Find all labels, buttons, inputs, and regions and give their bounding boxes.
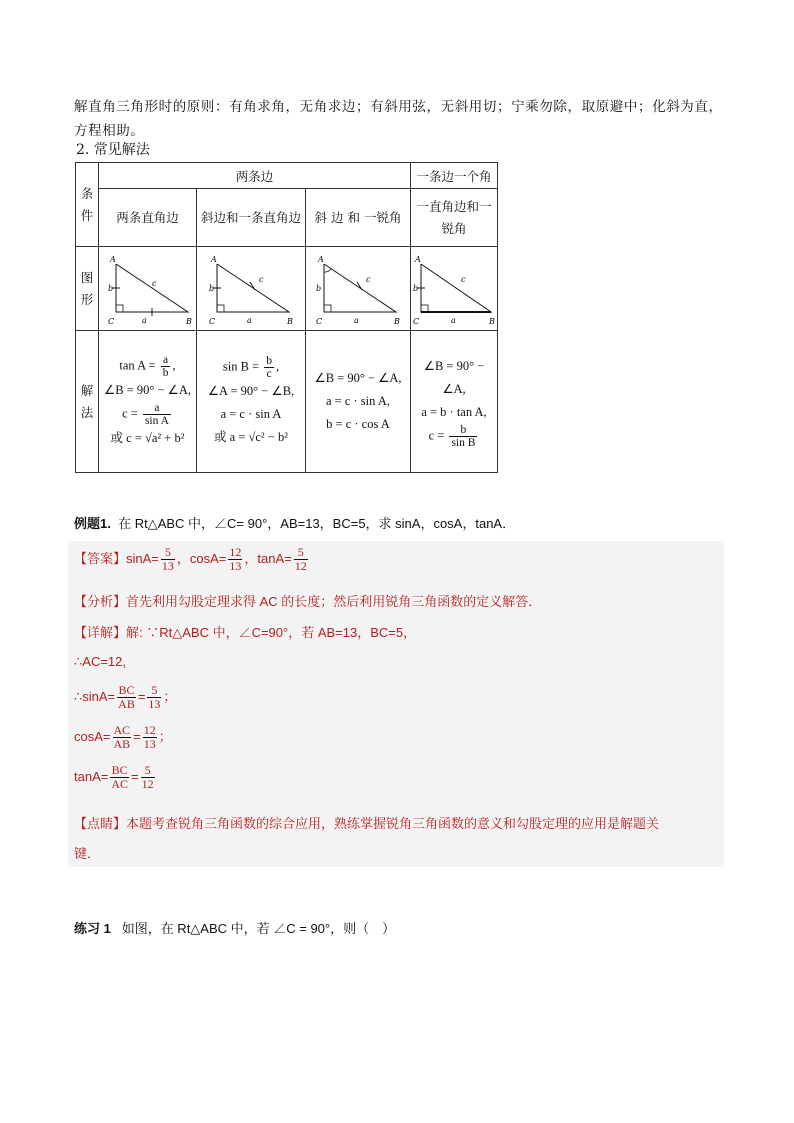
header-two-sides: 两条边 <box>99 163 411 189</box>
header-one-side-one-angle: 一条边一个角 <box>411 163 498 189</box>
svg-text:C: C <box>107 316 114 326</box>
svg-text:C: C <box>413 316 420 326</box>
step-sin: ∴sinA= $\frac{BC}{AB}$ = $\frac{5}{13}$ ； <box>74 683 177 711</box>
exercise-question: 练习 1 如图，在 Rt△ABC 中，若 ∠C = 90°，则（ ） <box>74 921 396 936</box>
right-triangle-figure <box>411 252 497 326</box>
analysis-line: 【分析】首先利用勾股定理求得 AC 的长度；然后利用锐角三角函数的定义解答． <box>74 594 542 609</box>
method-two-legs: tan A = $\frac{a}{b}$ , ∠B = 90° − ∠A, c = $\frac{a}{\text{sin A}}$ 或 c = √a² + b² <box>99 331 197 473</box>
svg-text:B: B <box>489 316 495 326</box>
svg-text:A: A <box>318 254 324 264</box>
svg-text:b: b <box>107 283 113 293</box>
svg-text:B: B <box>185 316 192 326</box>
svg-text:A: A <box>109 254 116 264</box>
svg-text:b: b <box>209 283 215 293</box>
principle-paragraph: 解直角三角形时的原则：有角求角，无角求边；有斜用弦，无斜用切；宁乘勿除，取原避中；化斜为直，方程相助。 <box>74 99 723 139</box>
row-figure-label: 图形 <box>76 247 99 331</box>
svg-text:A: A <box>211 254 217 264</box>
detail-line: 【详解】解: ∵Rt△ABC 中，∠C=90°，若 AB=13，BC=5， <box>74 625 417 640</box>
answer-line: 【答案】sinA= $\frac{5}{13}$ ，cosA= $\frac{12}{13}$ ，tanA= $\frac{5}{12}$ <box>74 545 307 573</box>
figure-4 <box>411 247 498 331</box>
svg-text:a: a <box>354 315 359 325</box>
col-leg-angle: 一直角边和一锐角 <box>411 189 498 247</box>
right-triangle-figure <box>100 252 196 326</box>
svg-text:b: b <box>316 283 322 293</box>
svg-text:c: c <box>259 274 264 284</box>
col-hyp-angle: 斜 边 和 一锐角 <box>306 189 411 247</box>
svg-text:C: C <box>316 316 323 326</box>
svg-text:B: B <box>394 316 400 326</box>
method-hyp-leg: sin B = $\frac{b}{c}$ , ∠A = 90° − ∠B, a = c · sin A 或 a = √c² − b² <box>197 331 306 473</box>
comment-line-2: 键． <box>74 846 101 861</box>
col-two-legs: 两条直角边 <box>99 189 197 247</box>
step-cos: cosA= $\frac{AC}{AB}$ = $\frac{12}{13}$ ； <box>74 723 172 751</box>
right-triangle-figure <box>310 252 406 326</box>
svg-text:a: a <box>451 315 456 325</box>
svg-text:c: c <box>151 278 156 288</box>
row-method-label: 解法 <box>76 331 99 473</box>
header-condition: 条件 <box>76 163 99 247</box>
example-question: 例题1. 在 Rt△ABC 中，∠C= 90°，AB=13，BC=5，求 sinA，cosA，tanA． <box>74 516 516 531</box>
step-ac: ∴AC=12, <box>74 654 126 669</box>
methods-table <box>75 162 498 473</box>
method-hyp-angle: ∠B = 90° − ∠A, a = c · sin A, b = c · cos A <box>306 331 411 473</box>
comment-line: 【点睛】本题考查锐角三角函数的综合应用，熟练掌握锐角三角函数的意义和勾股定理的应用是解题关 <box>74 816 660 831</box>
figure-1 <box>99 247 197 331</box>
figure-2 <box>197 247 306 331</box>
svg-text:b: b <box>413 283 419 293</box>
svg-text:B: B <box>287 316 293 326</box>
svg-text:c: c <box>461 274 466 284</box>
svg-text:C: C <box>209 316 216 326</box>
figure-3 <box>306 247 411 331</box>
svg-text:c: c <box>366 274 371 284</box>
svg-text:A: A <box>415 254 421 264</box>
col-hyp-leg: 斜边和一条直角边 <box>197 189 306 247</box>
step-tan: tanA= $\frac{BC}{AC}$ = $\frac{5}{12}$ <box>74 763 154 791</box>
svg-text:a: a <box>247 315 252 325</box>
right-triangle-figure <box>203 252 299 326</box>
svg-text:a: a <box>141 315 147 325</box>
section-title: 2. 常见解法 <box>76 142 150 158</box>
method-leg-angle: ∠B = 90° − ∠A, a = b · tan A, c = $\frac{b}{\text{sin B}}$ <box>411 331 498 473</box>
